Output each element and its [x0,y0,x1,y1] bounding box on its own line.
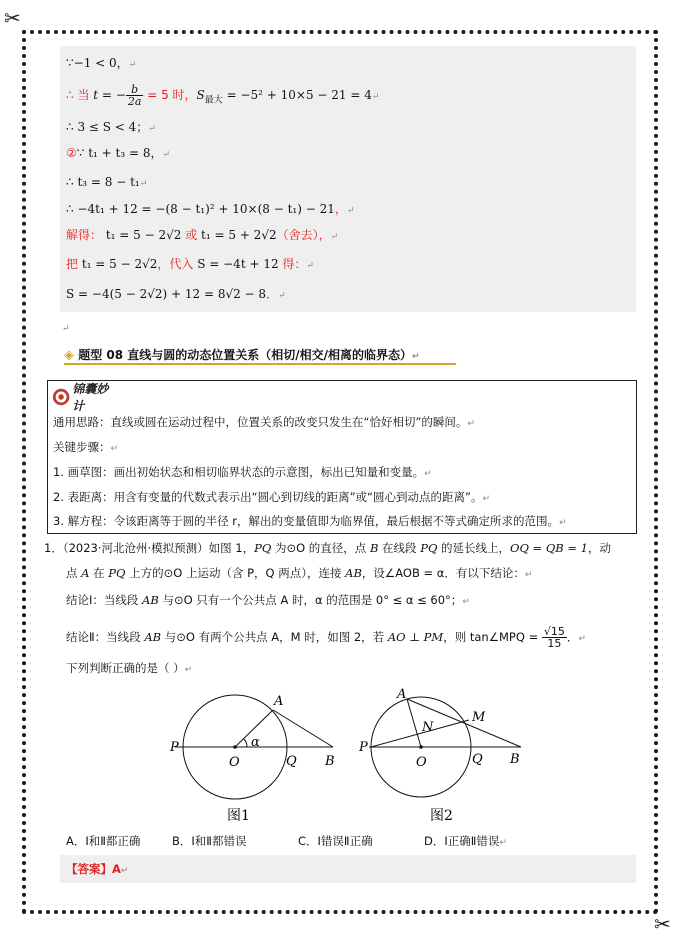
section-underline [64,363,456,365]
fig1-label-b: B [325,754,335,769]
solution-line-5: ∴ t₃ = 8 − t₁↵ [66,175,148,189]
solution-line-1: ∵−1 < 0，↵ [66,56,137,70]
section-title: ◈ 题型 08 直线与圆的动态位置关系（相切/相交/相离的临界态）↵ [64,348,420,363]
conclusion-2: 结论Ⅱ：当线段 AB 与⊙O 有两个公共点 A，M 时，如图 2，若 AO ⊥ PM，则 tan∠MPQ = $\frac{√15}{15}$ ．↵ [66,625,586,650]
fig2-line-ao [407,699,421,747]
fig1-label-p: P [170,740,179,755]
option-d: D．Ⅰ正确Ⅱ错误↵ [424,834,507,848]
option-b: B．Ⅰ和Ⅱ都错误 [172,834,247,848]
solution-line-3: ∴ 3 ≤ S < 4；↵ [66,120,156,134]
solution-line-7: 解得： t₁ = 5 − 2√2 或 t₁ = 5 + 2√2（舍去），↵ [66,228,339,242]
fig2-label-p: P [359,740,368,755]
option-c: C．Ⅰ错误Ⅱ正确 [298,834,373,848]
tip-line-2: 关键步骤：↵ [53,440,119,454]
fig2-caption: 图2 [430,808,453,824]
question-line-1: 1．（2023·河北沧州·模拟预测）如图 1，PQ 为⊙O 的直径，点 B 在线段 PQ 的延长线上，OQ = QB = 1，动 [44,541,611,555]
fig2-label-o: O [416,755,427,770]
fig1-label-alpha: α [251,735,260,750]
tips-box [47,380,637,534]
fig1-label-q: Q [286,754,297,769]
fig1-label-o: O [229,755,240,770]
tip-line-3: 1. 画草图：画出初始状态和相切临界状态的示意图，标出已知量和变量。↵ [53,465,432,479]
figure-1 [165,690,355,830]
fig1-label-a: A [274,694,284,709]
fig1-angle-arc [244,739,247,747]
fig1-line-ab [273,710,333,747]
fig1-point-o [233,745,237,749]
question-ask: 下列判断正确的是（ ）↵ [66,661,193,675]
fig2-label-b: B [510,752,520,767]
solution-line-4: ②∵ t₁ + t₃ = 8，↵ [66,146,171,160]
solution-line-2: ∴ 当 t = − $\frac{b}{2a}$ = 5 时，$S_{最大} = -5^2 + 10\times 5 - 21$ = 4↵ [66,83,380,108]
answer-box [60,855,636,883]
diamond-icon: ◈ [64,348,74,363]
scissors-icon: ✂ [654,912,671,936]
paragraph-mark: ↵ [62,324,70,334]
figure-2 [355,688,545,830]
tip-line-4: 2. 表距离：用含有变量的代数式表示出“圆心到切线的距离”或“圆心到动点的距离”。↵ [53,490,491,504]
tip-line-1: 通用思路：直线或圆在运动过程中，位置关系的改变只发生在“恰好相切”的瞬间。↵ [53,415,475,429]
fig2-label-a: A [397,688,407,702]
fig2-label-m: M [472,710,486,725]
fig2-label-q: Q [472,752,483,767]
solution-line-6: ∴ −4t₁ + 12 = −(8 − t₁)² + 10×(8 − t₁) − 21，↵ [66,202,355,216]
tip-line-5: 3. 解方程：令该距离等于圆的半径 r，解出的变量值即为临界值，最后根据不等式确定所求的范围。↵ [53,514,567,528]
conclusion-1: 结论Ⅰ：当线段 AB 与⊙O 只有一个公共点 A 时，α 的范围是 0° ≤ α ≤ 60°；↵ [66,593,470,607]
solution-line-8: 把 t₁ = 5 − 2√2，代入 S = −4t + 12 得：↵ [66,257,314,271]
solution-line-9: S = −4(5 − 2√2) + 12 = 8√2 − 8．↵ [66,287,286,301]
target-icon [52,387,70,407]
answer-line: 【答案】A↵ [66,862,129,876]
question-line-2: 点 A 在 PQ 上方的⊙O 上运动（含 P，Q 两点），连接 AB，设∠AOB = α．有以下结论：↵ [66,566,533,580]
tips-logo: 锦囊妙计 [52,385,116,409]
fig2-label-n: N [422,720,434,735]
option-a: A．Ⅰ和Ⅱ都正确 [66,834,141,848]
scissors-icon: ✂ [4,6,21,30]
fig1-caption: 图1 [227,808,250,824]
fig2-point-o [419,745,423,749]
